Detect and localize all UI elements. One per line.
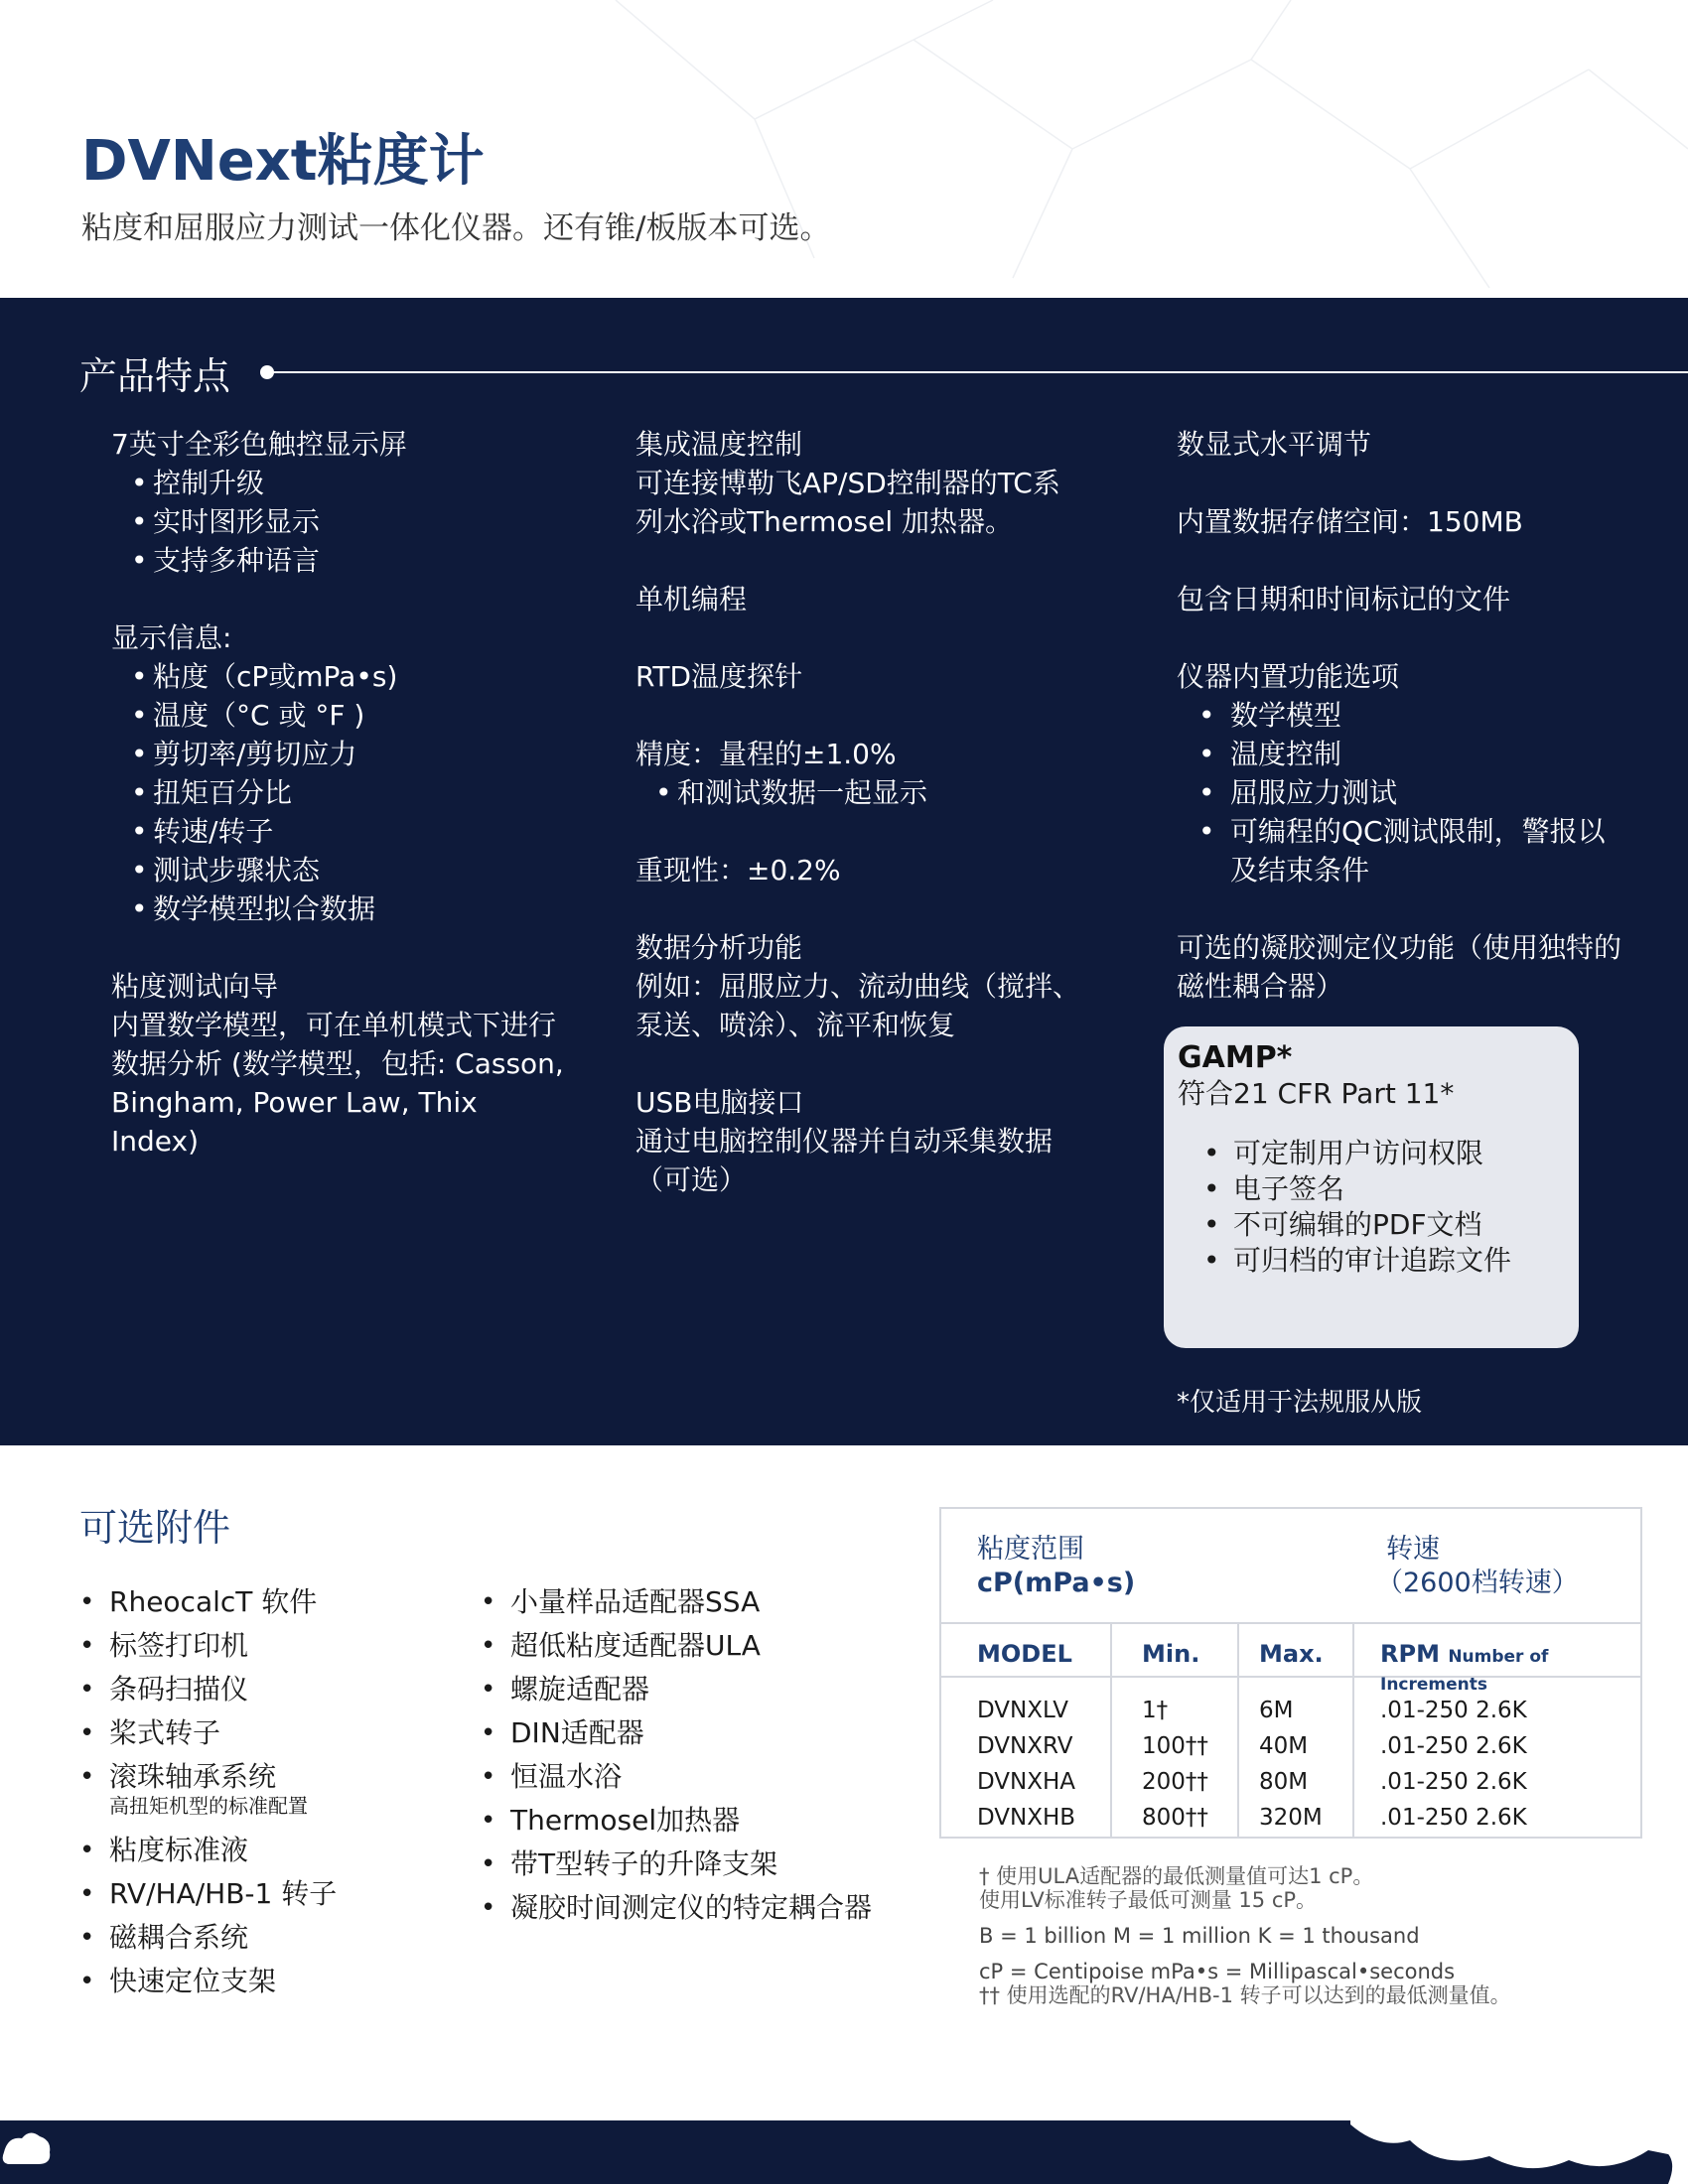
gel-text: 可选的凝胶测定仪功能（使用独特的磁性耦合器）	[1177, 931, 1622, 1003]
column-header-max: Max.	[1259, 1640, 1324, 1668]
footer-decoration	[0, 2122, 56, 2168]
footer-torn-edge	[1350, 2120, 1688, 2184]
temp-block	[635, 425, 1082, 541]
list-item: • 温度（°C 或 °F )	[111, 696, 568, 735]
list-item: • 数学模型	[1177, 696, 1623, 735]
list-item: • RheocalcT 软件	[79, 1580, 437, 1624]
cell-min: 800††	[1142, 1805, 1208, 1831]
list-item: • 测试步骤状态	[111, 851, 568, 889]
list-item: • 超低粘度适配器ULA	[481, 1624, 917, 1668]
repeat-text: 重现性：±0.2%	[635, 854, 841, 887]
list-item: • RV/HA/HB-1 转子	[79, 1872, 437, 1916]
list-item: • 电子签名	[1178, 1171, 1565, 1207]
list-item: • 小量样品适配器SSA	[481, 1580, 917, 1624]
range-unit: cP(mPa•s)	[977, 1568, 1136, 1598]
cell-min: 100††	[1142, 1733, 1208, 1759]
cell-rpm: .01-250 2.6K	[1380, 1805, 1527, 1831]
storage-text: 内置数据存储空间：150MB	[1177, 505, 1523, 538]
list-item: • 标签打印机	[79, 1624, 437, 1668]
column-divider	[1110, 1624, 1112, 1839]
options-block	[1177, 657, 1623, 889]
column-divider	[1352, 1624, 1354, 1839]
list-item: • 剪切率/剪切应力	[111, 735, 568, 773]
gamp-list	[1178, 1136, 1565, 1279]
regulatory-footnote: *仅适用于法规服从版	[1177, 1388, 1423, 1418]
gamp-subtitle: 符合21 CFR Part 11*	[1178, 1077, 1455, 1110]
column-header-min: Min.	[1142, 1640, 1200, 1668]
info-list	[111, 657, 568, 928]
speed-label: 转速	[1386, 1534, 1440, 1565]
leveling-text: 数显式水平调节	[1177, 428, 1372, 461]
usb-text: 通过电脑控制仪器并自动采集数据（可选）	[635, 1125, 1054, 1196]
list-item: • 和测试数据一起显示	[635, 773, 1082, 812]
column-header-rpm	[1380, 1640, 1640, 1696]
list-item: • 可编程的QC测试限制，警报以及结束条件	[1177, 812, 1623, 889]
cell-min: 1†	[1142, 1698, 1169, 1723]
list-item: • 控制升级	[111, 464, 568, 502]
spec-table-header	[941, 1509, 1640, 1624]
list-item: • 滚珠轴承系统	[79, 1755, 437, 1799]
rtd-text: RTD温度探针	[635, 660, 803, 693]
speed-header	[1376, 1533, 1579, 1600]
cell-model: DVNXRV	[977, 1733, 1073, 1759]
note-lv: 使用LV标准转子最低可测量 15 cP。	[979, 1888, 1318, 1912]
list-item: • 带T型转子的升降支架	[481, 1843, 917, 1886]
temp-text: 可连接博勒飞AP/SD控制器的TC系列水浴或Thermosel 加热器。	[635, 467, 1060, 538]
accuracy-block	[635, 735, 1082, 812]
list-item: • 粘度标准液	[79, 1829, 437, 1872]
list-item: • 桨式转子	[79, 1711, 437, 1755]
features-column-1	[111, 425, 568, 1199]
timestamp-text: 包含日期和时间标记的文件	[1177, 583, 1511, 615]
list-item: • 数学模型拟合数据	[111, 889, 568, 928]
list-item: • DIN适配器	[481, 1711, 917, 1755]
cell-model: DVNXHB	[977, 1805, 1076, 1831]
gamp-panel	[1164, 1026, 1579, 1348]
list-item: • 支持多种语言	[111, 541, 568, 580]
list-item: • Thermosel加热器	[481, 1799, 917, 1843]
list-item: • 实时图形显示	[111, 502, 568, 541]
temp-title: 集成温度控制	[635, 428, 803, 461]
analysis-block	[635, 928, 1082, 1044]
features-column-2	[635, 425, 1082, 1238]
column-divider	[1237, 1624, 1239, 1839]
column-header-model: MODEL	[977, 1640, 1072, 1668]
spec-table	[939, 1507, 1642, 1839]
header	[0, 0, 1688, 298]
range-label: 粘度范围	[977, 1534, 1084, 1565]
cell-max: 40M	[1259, 1733, 1309, 1759]
accessories-title: 可选附件	[79, 1506, 231, 1550]
gamp-title: GAMP*	[1178, 1040, 1293, 1075]
standalone-text: 单机编程	[635, 583, 748, 615]
accuracy-list	[635, 773, 1082, 812]
accessories-column-1	[79, 1580, 437, 2003]
cell-max: 6M	[1259, 1698, 1294, 1723]
features-section	[0, 298, 1688, 1445]
features-column-3	[1177, 425, 1623, 1044]
rpm-label: RPM	[1380, 1640, 1440, 1668]
wizard-text: 内置数学模型，可在单机模式下进行数据分析 (数学模型，包括: Casson, Bingham, Power Law, Thix Index)	[111, 1009, 564, 1158]
list-item: • 可定制用户访问权限	[1178, 1136, 1565, 1171]
options-title: 仪器内置功能选项	[1177, 660, 1400, 693]
table-notes	[979, 1864, 1511, 2007]
list-item: • 不可编辑的PDF文档	[1178, 1207, 1565, 1243]
list-item: • 凝胶时间测定仪的特定耦合器	[481, 1886, 917, 1930]
analysis-text: 例如：屈服应力、流动曲线（搅拌、泵送、喷涂）、流平和恢复	[635, 970, 1081, 1041]
accuracy-text: 精度：量程的±1.0%	[635, 738, 897, 770]
cell-rpm: .01-250 2.6K	[1380, 1733, 1527, 1759]
usb-title: USB电脑接口	[635, 1086, 804, 1119]
cell-min: 200††	[1142, 1769, 1208, 1795]
features-title: 产品特点	[79, 354, 231, 398]
increments-label: Number of Increments	[1380, 1647, 1549, 1695]
cell-max: 320M	[1259, 1805, 1323, 1831]
cell-model: DVNXHA	[977, 1769, 1076, 1795]
list-item: • 扭矩百分比	[111, 773, 568, 812]
speed-sub: （2600档转速）	[1376, 1568, 1579, 1598]
cell-model: DVNXLV	[977, 1698, 1069, 1723]
list-item: • 恒温水浴	[481, 1755, 917, 1799]
list-item: • 磁耦合系统	[79, 1916, 437, 1960]
title-rule	[266, 371, 1688, 373]
cell-max: 80M	[1259, 1769, 1309, 1795]
analysis-title: 数据分析功能	[635, 931, 803, 964]
wizard-block	[111, 967, 568, 1160]
options-list	[1177, 696, 1623, 889]
info-title: 显示信息:	[111, 621, 232, 654]
list-item: • 温度控制	[1177, 735, 1623, 773]
usb-block	[635, 1083, 1082, 1199]
list-item: • 屈服应力测试	[1177, 773, 1623, 812]
wizard-title: 粘度测试向导	[111, 970, 279, 1003]
range-header	[977, 1533, 1135, 1600]
list-item: • 可归档的审计追踪文件	[1178, 1243, 1565, 1279]
display-list	[111, 464, 568, 580]
display-block	[111, 425, 568, 580]
cell-rpm: .01-250 2.6K	[1380, 1698, 1527, 1723]
list-item: • 条码扫描仪	[79, 1668, 437, 1711]
display-title: 7英寸全彩色触控显示屏	[111, 428, 407, 461]
list-item: • 螺旋适配器	[481, 1668, 917, 1711]
note-spindle: †† 使用选配的RV/HA/HB-1 转子可以达到的最低测量值。	[979, 1983, 1511, 2007]
page-title: DVNext粘度计	[81, 129, 485, 194]
list-item-note: 高扭矩机型的标准配置	[109, 1794, 308, 1818]
list-item: • 转速/转子	[111, 812, 568, 851]
note-ula: † 使用ULA适配器的最低测量值可达1 cP。	[979, 1864, 1374, 1888]
cell-rpm: .01-250 2.6K	[1380, 1769, 1527, 1795]
list-item: • 粘度（cP或mPa•s)	[111, 657, 568, 696]
accessories-column-2	[481, 1580, 917, 1930]
list-item: • 快速定位支架	[79, 1960, 437, 2003]
page-subtitle: 粘度和屈服应力测试一体化仪器。还有锥/板版本可选。	[81, 210, 831, 246]
info-block	[111, 618, 568, 928]
note-cp: cP = Centipoise mPa•s = Millipascal•seconds	[979, 1960, 1456, 1983]
note-units: B = 1 billion M = 1 million K = 1 thousand	[979, 1924, 1420, 1948]
